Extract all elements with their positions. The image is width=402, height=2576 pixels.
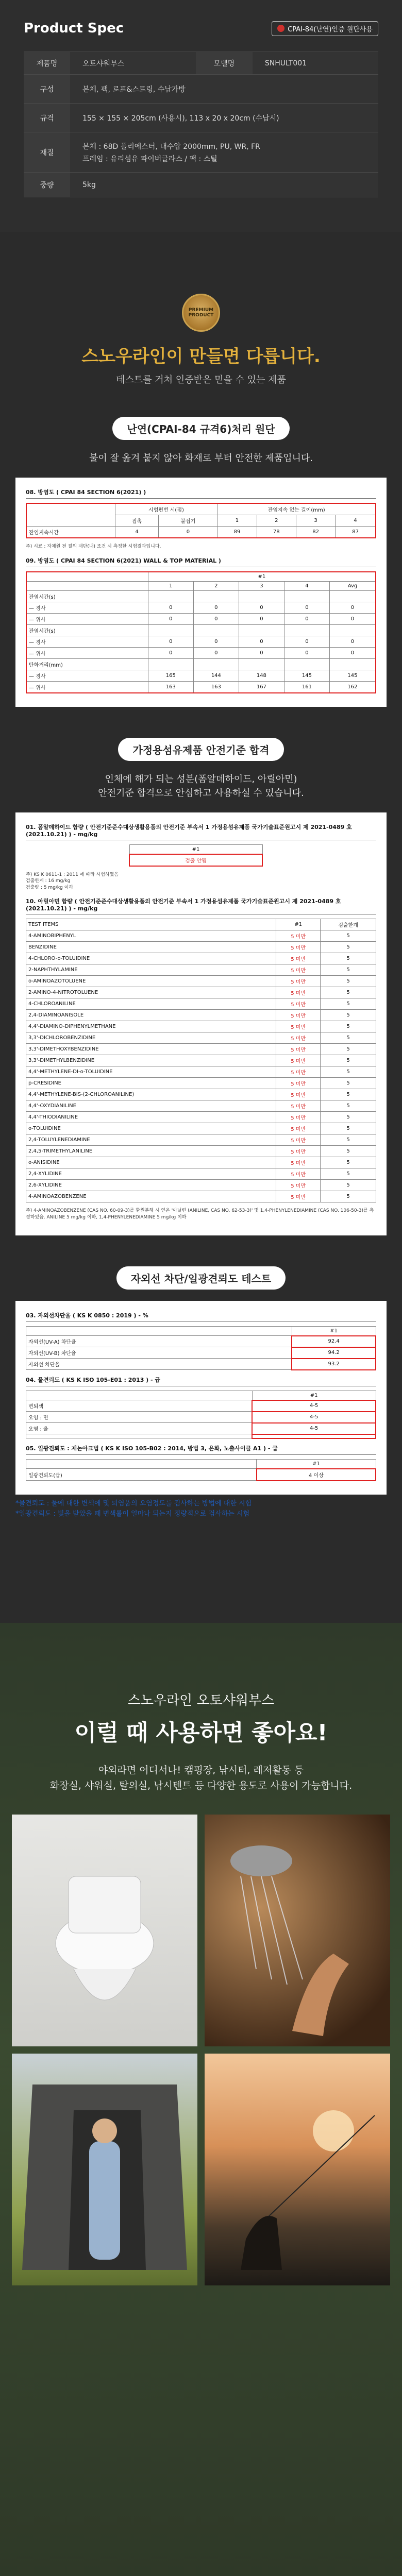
table-row — [26, 1100, 376, 1112]
usage-title: 이럴 때 사용하면 좋아요! — [74, 1720, 328, 1746]
table-cell: 0 — [239, 613, 284, 624]
amine-value: 5 미만 — [276, 1100, 321, 1112]
table-header: #1 — [252, 1391, 376, 1400]
sunlight-value: 4 이상 — [257, 1469, 376, 1481]
row-label: 오염 : 면 — [26, 1412, 253, 1423]
table-cell — [329, 590, 376, 602]
desc-line: 야외라면 어디서나! 캠핑장, 낚시터, 레저활동 등 — [98, 1765, 304, 1776]
doc-heading: 08. 방염도 ( CPAI 84 SECTION 6(2021) ) — [26, 488, 376, 499]
fire-test-document — [15, 478, 387, 707]
row-label — [26, 1434, 253, 1438]
amine-value: 5 미만 — [276, 964, 321, 976]
row-label: — 위사 — [26, 647, 148, 658]
table-cell: 165 — [148, 670, 193, 681]
table-cell: 0 — [284, 647, 329, 658]
row-label: — 위사 — [26, 613, 148, 624]
row-label: 자외선(UV-A) 차단율 — [26, 1336, 292, 1347]
table-row — [26, 953, 376, 964]
row-label: 잔염시간(s) — [26, 590, 148, 602]
amine-value: 5 미만 — [276, 930, 321, 942]
table-row — [26, 1469, 376, 1481]
table-header: #1 — [292, 1326, 376, 1336]
amine-value: 5 미만 — [276, 1010, 321, 1021]
table-cell — [329, 624, 376, 636]
table-header: TEST ITEMS — [26, 919, 276, 930]
amine-value: 5 미만 — [276, 1021, 321, 1032]
amine-value: 5 미만 — [276, 987, 321, 998]
amine-value: 5 미만 — [276, 1180, 321, 1191]
amine-value: 5 미만 — [276, 1112, 321, 1123]
table-cell — [148, 658, 193, 670]
fire-icon — [277, 25, 284, 32]
table-row — [26, 964, 376, 976]
material-line: 본체 : 68D 폴리에스터, 내수압 2000mm, PU, WR, FR — [82, 142, 260, 151]
amine-limit: 5 — [321, 1100, 376, 1112]
usage-photo-grid — [0, 1815, 402, 2285]
amine-name: 4-AMINOAZOBENZENE — [26, 1191, 276, 1202]
doc-note: 주) 시료 : 자체원 전 절의 재단(내) 조건 시 측정한 시험결과입니다. — [26, 544, 161, 549]
spec-row — [24, 52, 378, 75]
table-row — [26, 1044, 376, 1055]
table-header: #1 — [257, 1459, 376, 1469]
table-row — [26, 1010, 376, 1021]
amine-value: 5 미만 — [276, 1123, 321, 1134]
table-row — [26, 1423, 376, 1434]
row-label: — 경사 — [26, 602, 148, 613]
table-header: #1 — [276, 919, 321, 930]
table-row — [26, 987, 376, 998]
amine-limit: 5 — [321, 998, 376, 1010]
amine-value: 5 미만 — [276, 1168, 321, 1180]
table-cell: 82 — [296, 527, 335, 538]
table-cell — [284, 624, 329, 636]
table-header — [26, 581, 148, 590]
textile-safety-pill: 가정용섬유제품 안전기준 합격 — [118, 738, 283, 761]
amine-name: 2-AMINO-4-NITROTOLUENE — [26, 987, 276, 998]
uv-value: 92.4 — [292, 1336, 376, 1347]
table-header — [26, 1391, 253, 1400]
table-header: 접촉 — [115, 515, 159, 527]
table-cell — [284, 590, 329, 602]
uv-test-pill: 자외선 차단/일광견뢰도 테스트 — [116, 1266, 286, 1290]
amine-value: 5 미만 — [276, 1078, 321, 1089]
desc-line: 인체에 해가 되는 성분(폼알데하이드, 아릴아민) — [105, 773, 297, 785]
amine-table — [26, 919, 376, 1202]
table-row — [26, 998, 376, 1010]
amine-value: 5 미만 — [276, 1089, 321, 1100]
amine-name: 3,3'-DIMETHOXYBENZIDINE — [26, 1044, 276, 1055]
table-cell: 87 — [336, 527, 376, 538]
table-row — [26, 1191, 376, 1202]
amine-limit: 5 — [321, 1078, 376, 1089]
amine-limit: 5 — [321, 1032, 376, 1044]
amine-limit: 5 — [321, 1157, 376, 1168]
amine-name: p-CRESIDINE — [26, 1078, 276, 1089]
table-cell: 0 — [193, 647, 239, 658]
table-row — [26, 1359, 376, 1370]
table-header — [26, 572, 148, 582]
table-cell: 0 — [329, 602, 376, 613]
table-cell: 0 — [329, 636, 376, 647]
premium-medal-icon: PREMIUM PRODUCT — [182, 294, 220, 332]
tent-photo — [12, 2054, 197, 2285]
table-cell: 0 — [159, 527, 217, 538]
amine-value: 5 미만 — [276, 998, 321, 1010]
spec-key: 구성 — [24, 75, 70, 104]
table-cell: 0 — [284, 602, 329, 613]
spec-value: 오토샤워부스 — [70, 52, 196, 75]
flame-table-1 — [26, 503, 376, 538]
water-value: 4-5 — [252, 1412, 376, 1423]
table-header: 시험편번 시(점) — [115, 503, 217, 515]
table-cell — [284, 658, 329, 670]
table-cell: 0 — [193, 602, 239, 613]
note-sunlight: *일광견뢰도 : 빛을 받았을 때 변색률이 얼마나 되는지 정량적으로 검사하는 시험 — [15, 1510, 250, 1518]
amine-limit: 5 — [321, 1044, 376, 1055]
spec-key: 제품명 — [24, 52, 70, 75]
amine-name: o-TOLUIDINE — [26, 1123, 276, 1134]
table-cell: 0 — [148, 602, 193, 613]
usage-brand: 스노우라인 오토샤워부스 — [127, 1693, 275, 1708]
spec-key: 모델명 — [196, 52, 253, 75]
water-table — [26, 1391, 376, 1439]
table-row — [26, 976, 376, 987]
amine-limit: 5 — [321, 1021, 376, 1032]
doc-note: 주) KS K 0611-1 : 2011 에 따라 시험하였음 검출한계 : 16 mg/kg 검출량 : 5 mg/kg 이하 — [26, 872, 119, 890]
doc-heading: 01. 폼알데하이드 함량 ( 안전기준준수대상생활용품의 안전기준 부속서 1 가정용섬유제품 국가기술표준원고시 제 2021-0489 호 (2021.10.21) ) - mg/kg — [26, 823, 376, 840]
amine-value: 5 미만 — [276, 1157, 321, 1168]
amine-name: 4-CHLOROANILINE — [26, 998, 276, 1010]
table-cell — [239, 624, 284, 636]
table-row — [26, 1112, 376, 1123]
uv-table — [26, 1326, 376, 1370]
spec-row — [24, 75, 378, 104]
amine-limit: 5 — [321, 1146, 376, 1157]
table-header: 3 — [296, 515, 335, 527]
amine-name: 2-NAPHTHYLAMINE — [26, 964, 276, 976]
amine-name: 2,4,5-TRIMETHYLANILINE — [26, 1146, 276, 1157]
sunlight-table — [26, 1459, 376, 1481]
amine-limit: 5 — [321, 942, 376, 953]
amine-limit: 5 — [321, 1112, 376, 1123]
desc-line: 안전기준 합격으로 안심하고 사용하실 수 있습니다. — [98, 787, 304, 799]
textile-safety-desc — [0, 772, 402, 800]
table-row — [26, 636, 376, 647]
table-row — [26, 1032, 376, 1044]
spec-value: 5kg — [70, 173, 378, 197]
table-row — [26, 1123, 376, 1134]
amine-limit: 5 — [321, 1123, 376, 1134]
spec-key: 규격 — [24, 104, 70, 132]
table-cell: 0 — [148, 647, 193, 658]
row-label: 잔염지속시간 — [26, 527, 115, 538]
fishing-photo — [205, 2054, 390, 2285]
table-cell — [329, 658, 376, 670]
water-value — [252, 1434, 376, 1438]
row-label: — 위사 — [26, 681, 148, 693]
table-row — [26, 590, 376, 602]
spec-row — [24, 173, 378, 197]
table-row — [26, 602, 376, 613]
amine-limit: 5 — [321, 1055, 376, 1066]
amine-value: 5 미만 — [276, 1055, 321, 1066]
table-row — [26, 1157, 376, 1168]
fire-retardant-desc: 불이 잘 옮겨 붙지 않아 화재로 부터 안전한 제품입니다. — [89, 453, 313, 464]
formaldehyde-table — [129, 844, 263, 867]
spec-value — [70, 132, 378, 173]
amine-value: 5 미만 — [276, 1146, 321, 1157]
table-header: 4 — [336, 515, 376, 527]
table-header: #1 — [148, 572, 376, 582]
amine-limit: 5 — [321, 1066, 376, 1078]
table-row — [26, 647, 376, 658]
material-line: 프레임 : 유리섬유 파이버글라스 / 팩 : 스틸 — [82, 155, 217, 163]
cert-subtitle: 테스트를 거쳐 인증받은 믿을 수 있는 제품 — [116, 375, 286, 385]
table-cell: 0 — [148, 636, 193, 647]
certification-section — [0, 232, 402, 1623]
table-row — [26, 1336, 376, 1347]
spec-header — [24, 21, 378, 36]
table-cell: 161 — [284, 681, 329, 693]
amine-value: 5 미만 — [276, 976, 321, 987]
row-label: 잔염시간(s) — [26, 624, 148, 636]
table-header: 1 — [217, 515, 257, 527]
water-value: 4-5 — [252, 1400, 376, 1412]
table-cell: 0 — [239, 636, 284, 647]
table-cell: 163 — [148, 681, 193, 693]
table-row — [26, 1434, 376, 1438]
table-cell: 0 — [193, 636, 239, 647]
table-row — [26, 624, 376, 636]
amine-name: 2,6-XYLIDINE — [26, 1180, 276, 1191]
table-header: 2 — [257, 515, 296, 527]
table-header: 검출한계 — [321, 919, 376, 930]
amine-value: 5 미만 — [276, 1134, 321, 1146]
table-cell: 0 — [239, 602, 284, 613]
amine-name: 4,4'-THIODIANILINE — [26, 1112, 276, 1123]
table-row — [26, 613, 376, 624]
table-cell: 0 — [284, 613, 329, 624]
row-label: 일광견뢰도(급) — [26, 1469, 257, 1481]
textile-test-document — [15, 812, 387, 1235]
table-cell: 0 — [148, 613, 193, 624]
table-row — [26, 658, 376, 670]
water-value: 4-5 — [252, 1423, 376, 1434]
spec-value: SNHULT001 — [253, 52, 378, 75]
spec-value: 155 × 155 × 205cm (사용시), 113 x 20 x 20cm (수납시) — [70, 104, 378, 132]
table-header — [26, 1459, 257, 1469]
table-cell — [148, 624, 193, 636]
table-row — [26, 930, 376, 942]
cpai-badge-label: CPAI-84(난연)인증 원단사용 — [288, 25, 373, 33]
amine-value: 5 미만 — [276, 953, 321, 964]
doc-heading: 10. 아릴아민 함량 ( 안전기준준수대상생활용품의 안전기준 부속서 1 가정용섬유제품 국가기술표준원고시 제 2021-0489 호 (2021.10.21) ) - mg/kg — [26, 897, 376, 914]
table-header: 불접기 — [159, 515, 217, 527]
desc-line: 화장실, 샤워실, 탈의실, 낚시텐트 등 다양한 용도로 사용이 가능합니다. — [49, 1780, 353, 1792]
formaldehyde-value: 검출 안됨 — [129, 854, 262, 866]
table-row — [26, 1134, 376, 1146]
amine-limit: 5 — [321, 964, 376, 976]
uv-test-document — [15, 1301, 387, 1495]
cpai-badge — [272, 21, 378, 36]
product-spec-section — [0, 0, 402, 232]
table-row — [26, 1066, 376, 1078]
table-header: #1 — [129, 844, 262, 854]
spec-table — [24, 52, 378, 197]
spec-value: 본체, 팩, 로프&스트링, 수납가방 — [70, 75, 378, 104]
table-row — [26, 1078, 376, 1089]
amine-limit: 5 — [321, 1010, 376, 1021]
table-cell: 0 — [329, 613, 376, 624]
amine-limit: 5 — [321, 976, 376, 987]
table-cell: 0 — [239, 647, 284, 658]
table-cell — [239, 590, 284, 602]
amine-name: o-ANISIDINE — [26, 1157, 276, 1168]
amine-name: 4-CHLORO-o-TOLUIDINE — [26, 953, 276, 964]
table-header: 잔염지속 없는 길이(mm) — [217, 503, 376, 515]
amine-limit: 5 — [321, 1134, 376, 1146]
table-cell: 89 — [217, 527, 257, 538]
spec-key: 중량 — [24, 173, 70, 197]
table-header: 2 — [193, 581, 239, 590]
amine-name: BENZIDINE — [26, 942, 276, 953]
test-notes — [15, 1499, 387, 1520]
amine-value: 5 미만 — [276, 1066, 321, 1078]
table-row — [26, 942, 376, 953]
usage-section — [0, 1623, 402, 2576]
shower-photo — [205, 1815, 390, 2046]
usage-desc — [0, 1762, 402, 1794]
row-label: — 경사 — [26, 636, 148, 647]
amine-name: 2,4-XYLIDINE — [26, 1168, 276, 1180]
table-header: 1 — [148, 581, 193, 590]
amine-name: 4,4'-OXYDIANILINE — [26, 1100, 276, 1112]
table-cell: 144 — [193, 670, 239, 681]
table-header — [26, 503, 115, 527]
table-row — [26, 1347, 376, 1359]
table-cell — [239, 658, 284, 670]
amine-limit: 5 — [321, 930, 376, 942]
row-label: 자외선 차단율 — [26, 1359, 292, 1370]
amine-name: o-AMINOAZOTOLUENE — [26, 976, 276, 987]
toilet-photo — [12, 1815, 197, 2046]
table-cell: 0 — [193, 613, 239, 624]
table-row — [26, 1168, 376, 1180]
row-label: — 경사 — [26, 670, 148, 681]
amine-name: 4,4'-METHYLENE-BIS-(2-CHLOROANILINE) — [26, 1089, 276, 1100]
amine-limit: 5 — [321, 1180, 376, 1191]
table-header: 4 — [284, 581, 329, 590]
table-row — [26, 1180, 376, 1191]
table-cell: 167 — [239, 681, 284, 693]
amine-name: 2,4-DIAMINOANISOLE — [26, 1010, 276, 1021]
uv-value: 94.2 — [292, 1347, 376, 1359]
amine-name: 2,4-TOLUYLENEDIAMINE — [26, 1134, 276, 1146]
table-cell — [193, 590, 239, 602]
fire-retardant-pill: 난연(CPAI-84 규격6)처리 원단 — [112, 417, 289, 440]
table-cell: 145 — [284, 670, 329, 681]
table-cell: 145 — [329, 670, 376, 681]
row-label: 탄화거리(mm) — [26, 658, 148, 670]
row-label: 오염 : 울 — [26, 1423, 253, 1434]
table-header: Avg — [329, 581, 376, 590]
table-cell: 0 — [284, 636, 329, 647]
row-label: 자외선(UV-B) 차단율 — [26, 1347, 292, 1359]
table-cell: 78 — [257, 527, 296, 538]
table-cell: 163 — [193, 681, 239, 693]
doc-heading: 04. 물견뢰도 ( KS K ISO 105-E01 : 2013 ) - 급 — [26, 1376, 376, 1386]
doc-heading: 03. 자외선차단율 ( KS K 0850 : 2019 ) - % — [26, 1311, 376, 1322]
table-row — [26, 1412, 376, 1423]
amine-name: 4,4'-METHYLENE-DI-o-TOLUIDINE — [26, 1066, 276, 1078]
amine-limit: 5 — [321, 987, 376, 998]
amine-name: 3,3'-DIMETHYLBENZIDINE — [26, 1055, 276, 1066]
note-water: *물견뢰도 : 물에 대한 변색에 및 퇴염품의 오염정도를 검사하는 방법에 대한 시험 — [15, 1499, 252, 1507]
spec-key: 재질 — [24, 132, 70, 173]
table-cell: 0 — [329, 647, 376, 658]
table-row — [26, 1055, 376, 1066]
table-row — [26, 1400, 376, 1412]
table-cell: 162 — [329, 681, 376, 693]
table-row — [26, 1089, 376, 1100]
table-header: 3 — [239, 581, 284, 590]
amine-limit: 5 — [321, 953, 376, 964]
amine-limit: 5 — [321, 1089, 376, 1100]
spec-row — [24, 132, 378, 173]
amine-limit: 5 — [321, 1191, 376, 1202]
amine-name: 4,4'-DIAMINO-DIPHENYLMETHANE — [26, 1021, 276, 1032]
row-label: 변퇴색 — [26, 1400, 253, 1412]
table-cell: 148 — [239, 670, 284, 681]
amine-limit: 5 — [321, 1168, 376, 1180]
table-row — [26, 1021, 376, 1032]
table-cell — [193, 658, 239, 670]
amine-value: 5 미만 — [276, 942, 321, 953]
doc-heading: 09. 방염도 ( CPAI 84 SECTION 6(2021) WALL & TOP MATERIAL ) — [26, 556, 376, 567]
doc-note: 주) 4-AMINOAZOBENZENE (CAS NO. 60-09-3)를 환원분해 시 얻은 '아닐린 (ANILINE, CAS NO. 62-53-3)' 및 1,4-PHENYLENEDIAMINE (CAS NO. 106-50-3)를 측정하였음. ANILINE 5 mg/kg 이하, 1,4-PHENYLENEDIAMINE 5 mg/kg 이하 — [26, 1208, 374, 1220]
table-header — [26, 1326, 292, 1336]
uv-value: 93.2 — [292, 1359, 376, 1370]
spec-row — [24, 104, 378, 132]
doc-heading: 05. 일광견뢰도 : 제논아크법 ( KS K ISO 105-B02 : 2014, 방법 3, 온화, 노출사이클 A1 ) - 급 — [26, 1444, 376, 1455]
amine-name: 4-AMINOBIPHENYL — [26, 930, 276, 942]
amine-value: 5 미만 — [276, 1032, 321, 1044]
cert-title: 스노우라인이 만들면 다릅니다. — [81, 346, 321, 367]
table-cell — [193, 624, 239, 636]
table-row — [26, 670, 376, 681]
flame-table-2 — [26, 571, 376, 693]
amine-value: 5 미만 — [276, 1191, 321, 1202]
amine-name: 3,3'-DICHLOROBENZIDINE — [26, 1032, 276, 1044]
table-row — [26, 681, 376, 693]
table-cell: 4 — [115, 527, 159, 538]
amine-value: 5 미만 — [276, 1044, 321, 1055]
table-row — [26, 1146, 376, 1157]
spec-title: Product Spec — [24, 21, 124, 36]
table-cell — [148, 590, 193, 602]
